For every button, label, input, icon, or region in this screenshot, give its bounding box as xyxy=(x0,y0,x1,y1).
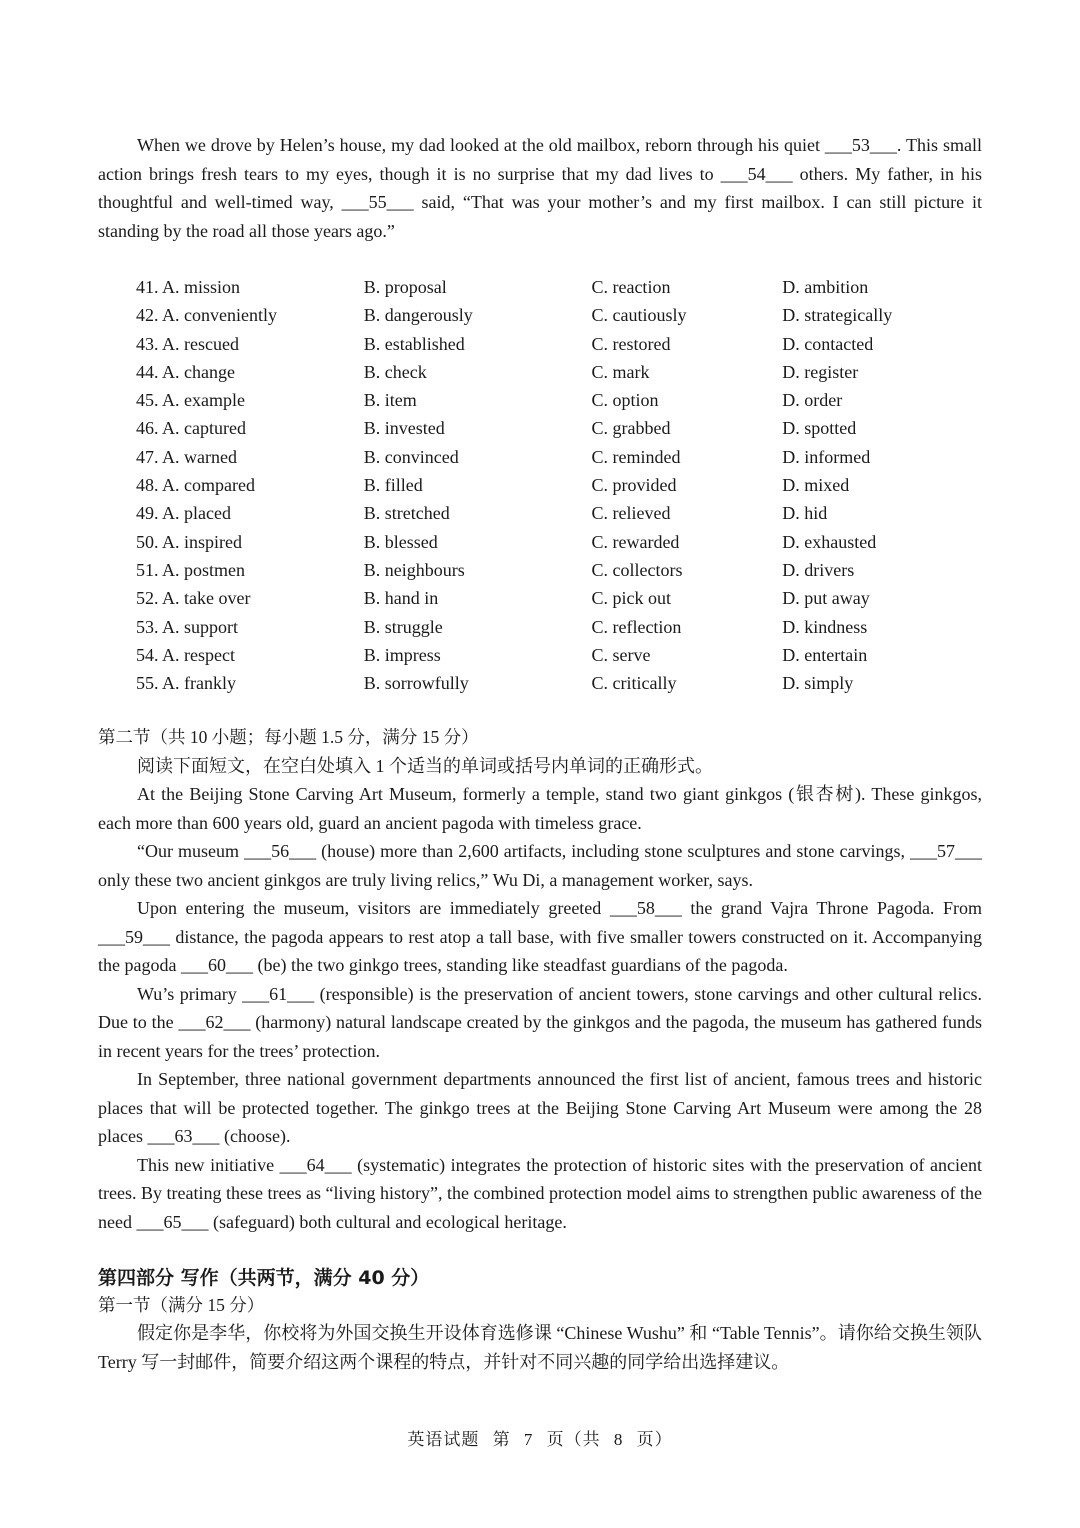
section2-paragraph: Upon entering the museum, visitors are immediately greeted ___58___ the grand Vajra Throne Pagoda. From ___59___ distance, the pagoda appears to rest atop a tall base, with five smaller towers constructed on it. Accompanying the pagoda ___60___ (be) the two ginkgo trees, standing like steadfast guardians of the pagoda. xyxy=(98,898,982,976)
option-row xyxy=(136,584,982,612)
option-d: D. exhausted xyxy=(782,531,877,552)
option-a: 48. A. compared xyxy=(136,475,255,496)
section2-paragraph: At the Beijing Stone Carving Art Museum, formerly a temple, stand two giant ginkgos (银杏树). These ginkgos, each more than 600 years old, guard an ancient pagoda with timeless grace. xyxy=(98,784,982,833)
option-a: 42. A. conveniently xyxy=(136,305,277,326)
option-b: B. invested xyxy=(363,418,445,439)
option-d: D. drivers xyxy=(782,559,855,580)
option-d: D. mixed xyxy=(782,475,850,496)
option-b: B. convinced xyxy=(363,446,459,467)
option-row xyxy=(136,330,982,358)
option-a: 53. A. support xyxy=(136,616,239,637)
option-c: C. grabbed xyxy=(591,418,671,439)
option-b: B. filled xyxy=(363,475,423,496)
option-b: B. item xyxy=(363,390,417,411)
section2-heading: 第二节（共 10 小题；每小题 1.5 分，满分 15 分） xyxy=(98,727,479,748)
option-a: 46. A. captured xyxy=(136,418,246,439)
part4-section1-heading: 第一节（满分 15 分） xyxy=(98,1295,265,1316)
option-d: D. register xyxy=(782,361,859,382)
option-d: D. strategically xyxy=(782,305,893,326)
exam-page xyxy=(98,131,982,1376)
option-b: B. impress xyxy=(363,644,441,665)
option-d: D. simply xyxy=(782,673,854,694)
option-a: 51. A. postmen xyxy=(136,559,246,580)
section2-paragraph: In September, three national government departments announced the first list of ancient, famous trees and historic places that will be protected together. The ginkgo trees at the Beijing Stone Carving Art Museum were among the 28 places ___63___ (choose). xyxy=(98,1069,982,1147)
option-c: C. critically xyxy=(591,673,677,694)
writing-prompt: 假定你是李华，你校将为外国交换生开设体育选修课 “Chinese Wushu” 和 “Table Tennis”。请你给交换生领队 Terry 写一封邮件，简要介绍这两个课程的特点，并针对不同兴趣的同学给出选择建议。 xyxy=(98,1323,982,1372)
option-d: D. spotted xyxy=(782,418,857,439)
option-row xyxy=(136,641,982,669)
option-a: 41. A. mission xyxy=(136,277,241,297)
option-b: B. established xyxy=(363,333,465,354)
option-a: 50. A. inspired xyxy=(136,531,242,552)
option-a: 54. A. respect xyxy=(136,644,235,665)
option-c: C. relieved xyxy=(591,503,671,524)
option-c: C. restored xyxy=(591,333,671,354)
part4-heading: 第四部分 写作（共两节，满分 40 分） xyxy=(98,1267,430,1290)
options-list xyxy=(136,273,982,697)
option-d: D. kindness xyxy=(782,616,868,637)
option-c: C. pick out xyxy=(591,588,671,609)
option-d: D. order xyxy=(782,390,843,411)
option-c: C. reflection xyxy=(591,616,682,637)
option-a: 55. A. frankly xyxy=(136,673,236,694)
option-row xyxy=(136,613,982,641)
option-c: C. cautiously xyxy=(591,305,687,326)
option-row xyxy=(136,499,982,527)
option-c: C. option xyxy=(591,390,659,411)
option-a: 49. A. placed xyxy=(136,503,231,524)
option-a: 43. A. rescued xyxy=(136,333,239,354)
option-c: C. provided xyxy=(591,475,677,496)
option-c: C. reaction xyxy=(591,277,671,297)
option-b: B. struggle xyxy=(363,616,443,637)
option-c: C. mark xyxy=(591,361,650,382)
option-row xyxy=(136,528,982,556)
option-row xyxy=(136,443,982,471)
option-row xyxy=(136,301,982,329)
option-d: D. informed xyxy=(782,446,871,467)
option-c: C. reminded xyxy=(591,446,681,467)
passage-paragraph: When we drove by Helen’s house, my dad looked at the old mailbox, reborn through his quiet ___53___. This small action brings fresh tears to my eyes, though it is no surprise that my dad lives to ___54___ others. My father, in his thoughtful and well-timed way, ___55___ said, “That was your mother’s and my first mailbox. I can still picture it standing by the road all those years ago.” xyxy=(98,135,982,241)
option-d: D. entertain xyxy=(782,644,868,665)
option-c: C. serve xyxy=(591,644,651,665)
option-row xyxy=(136,386,982,414)
option-d: D. ambition xyxy=(782,277,869,297)
option-b: B. sorrowfully xyxy=(363,673,469,694)
option-b: B. proposal xyxy=(363,277,447,297)
page-footer: 英语试题 第 7 页（共 8 页） xyxy=(407,1430,673,1449)
option-b: B. stretched xyxy=(363,503,450,524)
option-a: 45. A. example xyxy=(136,390,245,411)
option-b: B. dangerously xyxy=(363,305,473,326)
option-b: B. check xyxy=(363,361,427,382)
section2-instruction: 阅读下面短文，在空白处填入 1 个适当的单词或括号内单词的正确形式。 xyxy=(137,755,713,776)
option-d: D. hid xyxy=(782,503,828,524)
section2-paragraph: “Our museum ___56___ (house) more than 2,600 artifacts, including stone sculptures and stone carvings, ___57___ only these two ancient ginkgos are truly living relics,” Wu Di, a management worker, says. xyxy=(98,841,982,890)
option-a: 52. A. take over xyxy=(136,588,251,609)
option-row xyxy=(136,273,982,301)
section2-paragraph: This new initiative ___64___ (systematic) integrates the protection of historic sites with the preservation of ancient trees. By treating these trees as “living history”, the combined protection model aims to strengthen public awareness of the need ___65___ (safeguard) both cultural and ecological heritage. xyxy=(98,1154,982,1232)
option-c: C. rewarded xyxy=(591,531,680,552)
option-c: C. collectors xyxy=(591,559,683,580)
option-row xyxy=(136,414,982,442)
option-a: 47. A. warned xyxy=(136,446,237,467)
option-a: 44. A. change xyxy=(136,361,235,382)
section2-paragraph: Wu’s primary ___61___ (responsible) is the preservation of ancient towers, stone carvings and other cultural relics. Due to the ___62___ (harmony) natural landscape created by the ginkgos and the pagoda, the museum has gathered funds in recent years for the trees’ protection. xyxy=(98,983,982,1061)
option-b: B. blessed xyxy=(363,531,438,552)
option-b: B. neighbours xyxy=(363,559,465,580)
option-row xyxy=(136,358,982,386)
option-b: B. hand in xyxy=(363,588,439,609)
option-d: D. put away xyxy=(782,588,870,609)
option-row xyxy=(136,556,982,584)
option-row xyxy=(136,669,982,697)
option-d: D. contacted xyxy=(782,333,874,354)
option-row xyxy=(136,471,982,499)
